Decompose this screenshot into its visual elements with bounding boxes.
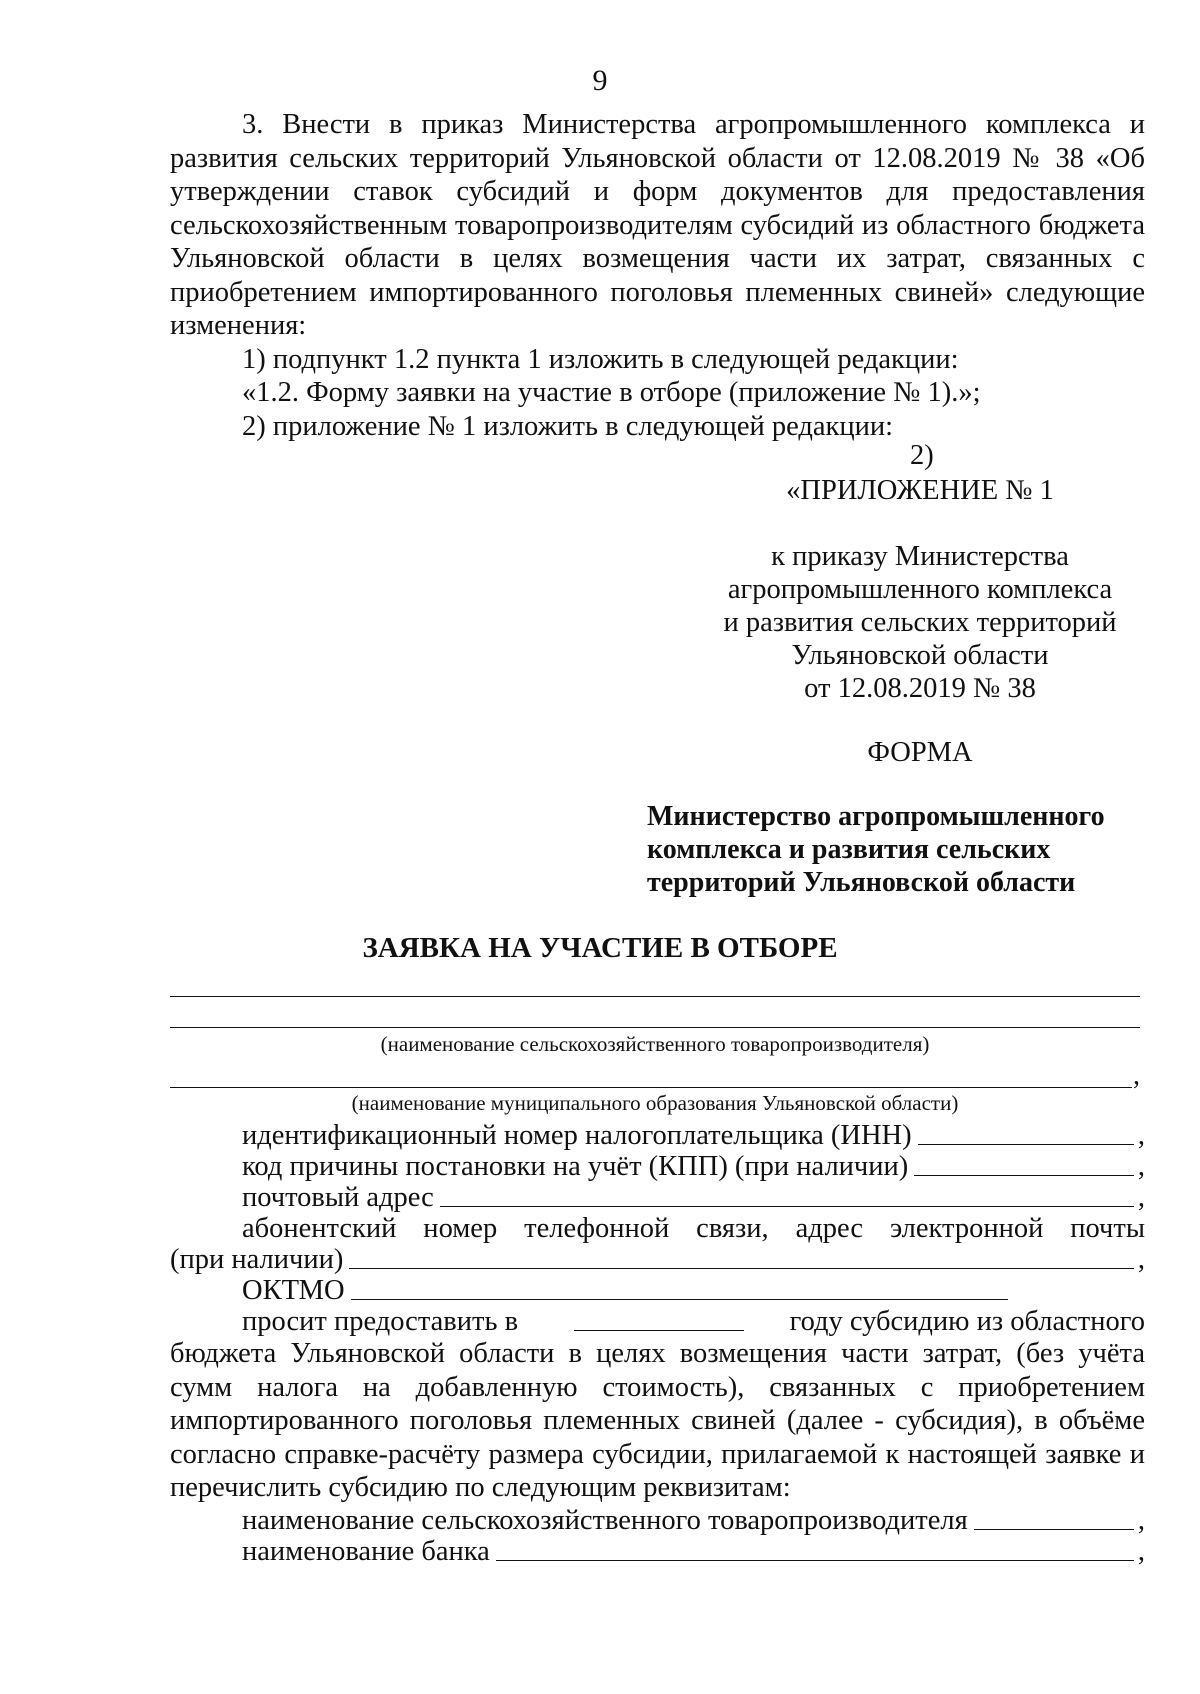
request-end: году субсидию из областного	[789, 1306, 1145, 1337]
kpp-input-line[interactable]	[914, 1174, 1134, 1176]
request-start: просит предоставить в	[242, 1306, 519, 1337]
kpp-row	[170, 1151, 1145, 1182]
appendix-line-2: агропромышленного комплекса	[727, 574, 1113, 605]
producer-name-input-line[interactable]	[974, 1528, 1134, 1530]
postal-label: почтовый адрес	[242, 1182, 434, 1213]
phone-row	[170, 1244, 1145, 1275]
appendix-title: «ПРИЛОЖЕНИЕ № 1	[786, 475, 1054, 506]
postal-row	[170, 1182, 1145, 1213]
inn-input-line[interactable]	[918, 1143, 1134, 1145]
kpp-comma: ,	[1137, 1151, 1145, 1182]
ministry-addressee	[647, 800, 1127, 899]
intro-text	[170, 108, 1145, 443]
inn-label: идентификационный номер налогоплательщика (ИНН)	[242, 1120, 912, 1151]
phone-comma: ,	[1137, 1244, 1145, 1275]
producer-name-row	[170, 1505, 1145, 1536]
kpp-label: код причины постановки на учёт (КПП) (при наличии)	[242, 1151, 909, 1182]
page-number: 9	[592, 64, 608, 97]
intro-subpoint-2: 2) приложение № 1 изложить в следующей редакции:	[242, 410, 894, 442]
bank-name-label: наименование банка	[242, 1535, 490, 1567]
phone-email-input-line[interactable]	[349, 1267, 1134, 1269]
form-fields	[170, 1120, 1145, 1567]
municipality-comma: ,	[1133, 1060, 1140, 1091]
request-text: бюджета Ульяновской области в целях возмещения части затрат, (без учёта сумм налога на добавленную стоимость), связанных с приобретением импортированного поголовья племенных свиней (далее - субсидия), в объёме согласно справке-расчёту размера субсидии, прилагаемой к настоящей заявке и перечислить субсидию по следующим реквизитам:	[170, 1338, 1145, 1503]
appendix-ref	[700, 540, 1140, 705]
oktmo-input-line[interactable]	[351, 1298, 1008, 1300]
oktmo-row	[170, 1275, 1012, 1306]
producer-blank-line-1[interactable]	[170, 996, 1140, 997]
producer-blank-line-2[interactable]	[170, 1027, 1140, 1028]
municipality-blank-line[interactable]	[170, 1087, 1132, 1088]
ministry-line-3: территорий Ульяновской области	[647, 867, 1076, 898]
marker-2: 2)	[910, 440, 934, 471]
oktmo-label: ОКТМО	[242, 1275, 345, 1306]
appendix-line-1: к приказу Министерства	[771, 541, 1069, 572]
appendix-line-3: и развития сельских территорий	[723, 607, 1117, 638]
producer-name-label: наименование сельскохозяйственного товаропроизводителя	[242, 1504, 968, 1536]
intro-quote-1-2: «1.2. Форму заявки на участие в отборе (приложение № 1).»;	[242, 377, 981, 408]
postal-input-line[interactable]	[440, 1205, 1134, 1207]
inn-row	[170, 1120, 1145, 1151]
caption-producer: (наименование сельскохозяйственного товаропроизводителя)	[380, 1032, 930, 1056]
appendix-line-5: от 12.08.2019 № 38	[804, 673, 1036, 704]
producer-name-comma: ,	[1137, 1504, 1145, 1536]
forma-label: ФОРМА	[867, 737, 973, 768]
inn-comma: ,	[1137, 1120, 1145, 1151]
bank-name-input-line[interactable]	[496, 1559, 1134, 1561]
application-title: ЗАЯВКА НА УЧАСТИЕ В ОТБОРЕ	[362, 932, 838, 964]
caption-municipality: (наименование муниципального образования Ульяновской области)	[351, 1091, 959, 1115]
appendix-line-4: Ульяновской области	[791, 640, 1049, 671]
bank-name-row	[170, 1536, 1145, 1567]
ministry-line-1: Министерство агропромышленного	[647, 801, 1105, 832]
phone-label-line: абонентский номер телефонной связи, адрес электронной почты	[242, 1213, 1145, 1244]
postal-comma: ,	[1137, 1182, 1145, 1213]
intro-paragraph-3: 3. Внести в приказ Министерства агропромышленного комплекса и развития сельских территорий Ульяновской области от 12.08.2019 № 38 «Об утверждении ставок субсидий и форм документов для предоставления сельскохозяйственным товаропроизводителям субсидий из областного бюджета Ульяновской области в целях возмещения части их затрат, связанных с приобретением импортированного поголовья племенных свиней» следующие изменения:	[170, 109, 1145, 341]
year-input-line[interactable]	[574, 1329, 744, 1331]
phone-label-cont: (при наличии)	[170, 1244, 344, 1275]
intro-subpoint-1: 1) подпункт 1.2 пункта 1 изложить в следующей редакции:	[242, 343, 959, 375]
request-row	[170, 1306, 1145, 1337]
bank-name-comma: ,	[1137, 1535, 1145, 1567]
ministry-line-2: комплекса и развития сельских	[647, 834, 1051, 865]
